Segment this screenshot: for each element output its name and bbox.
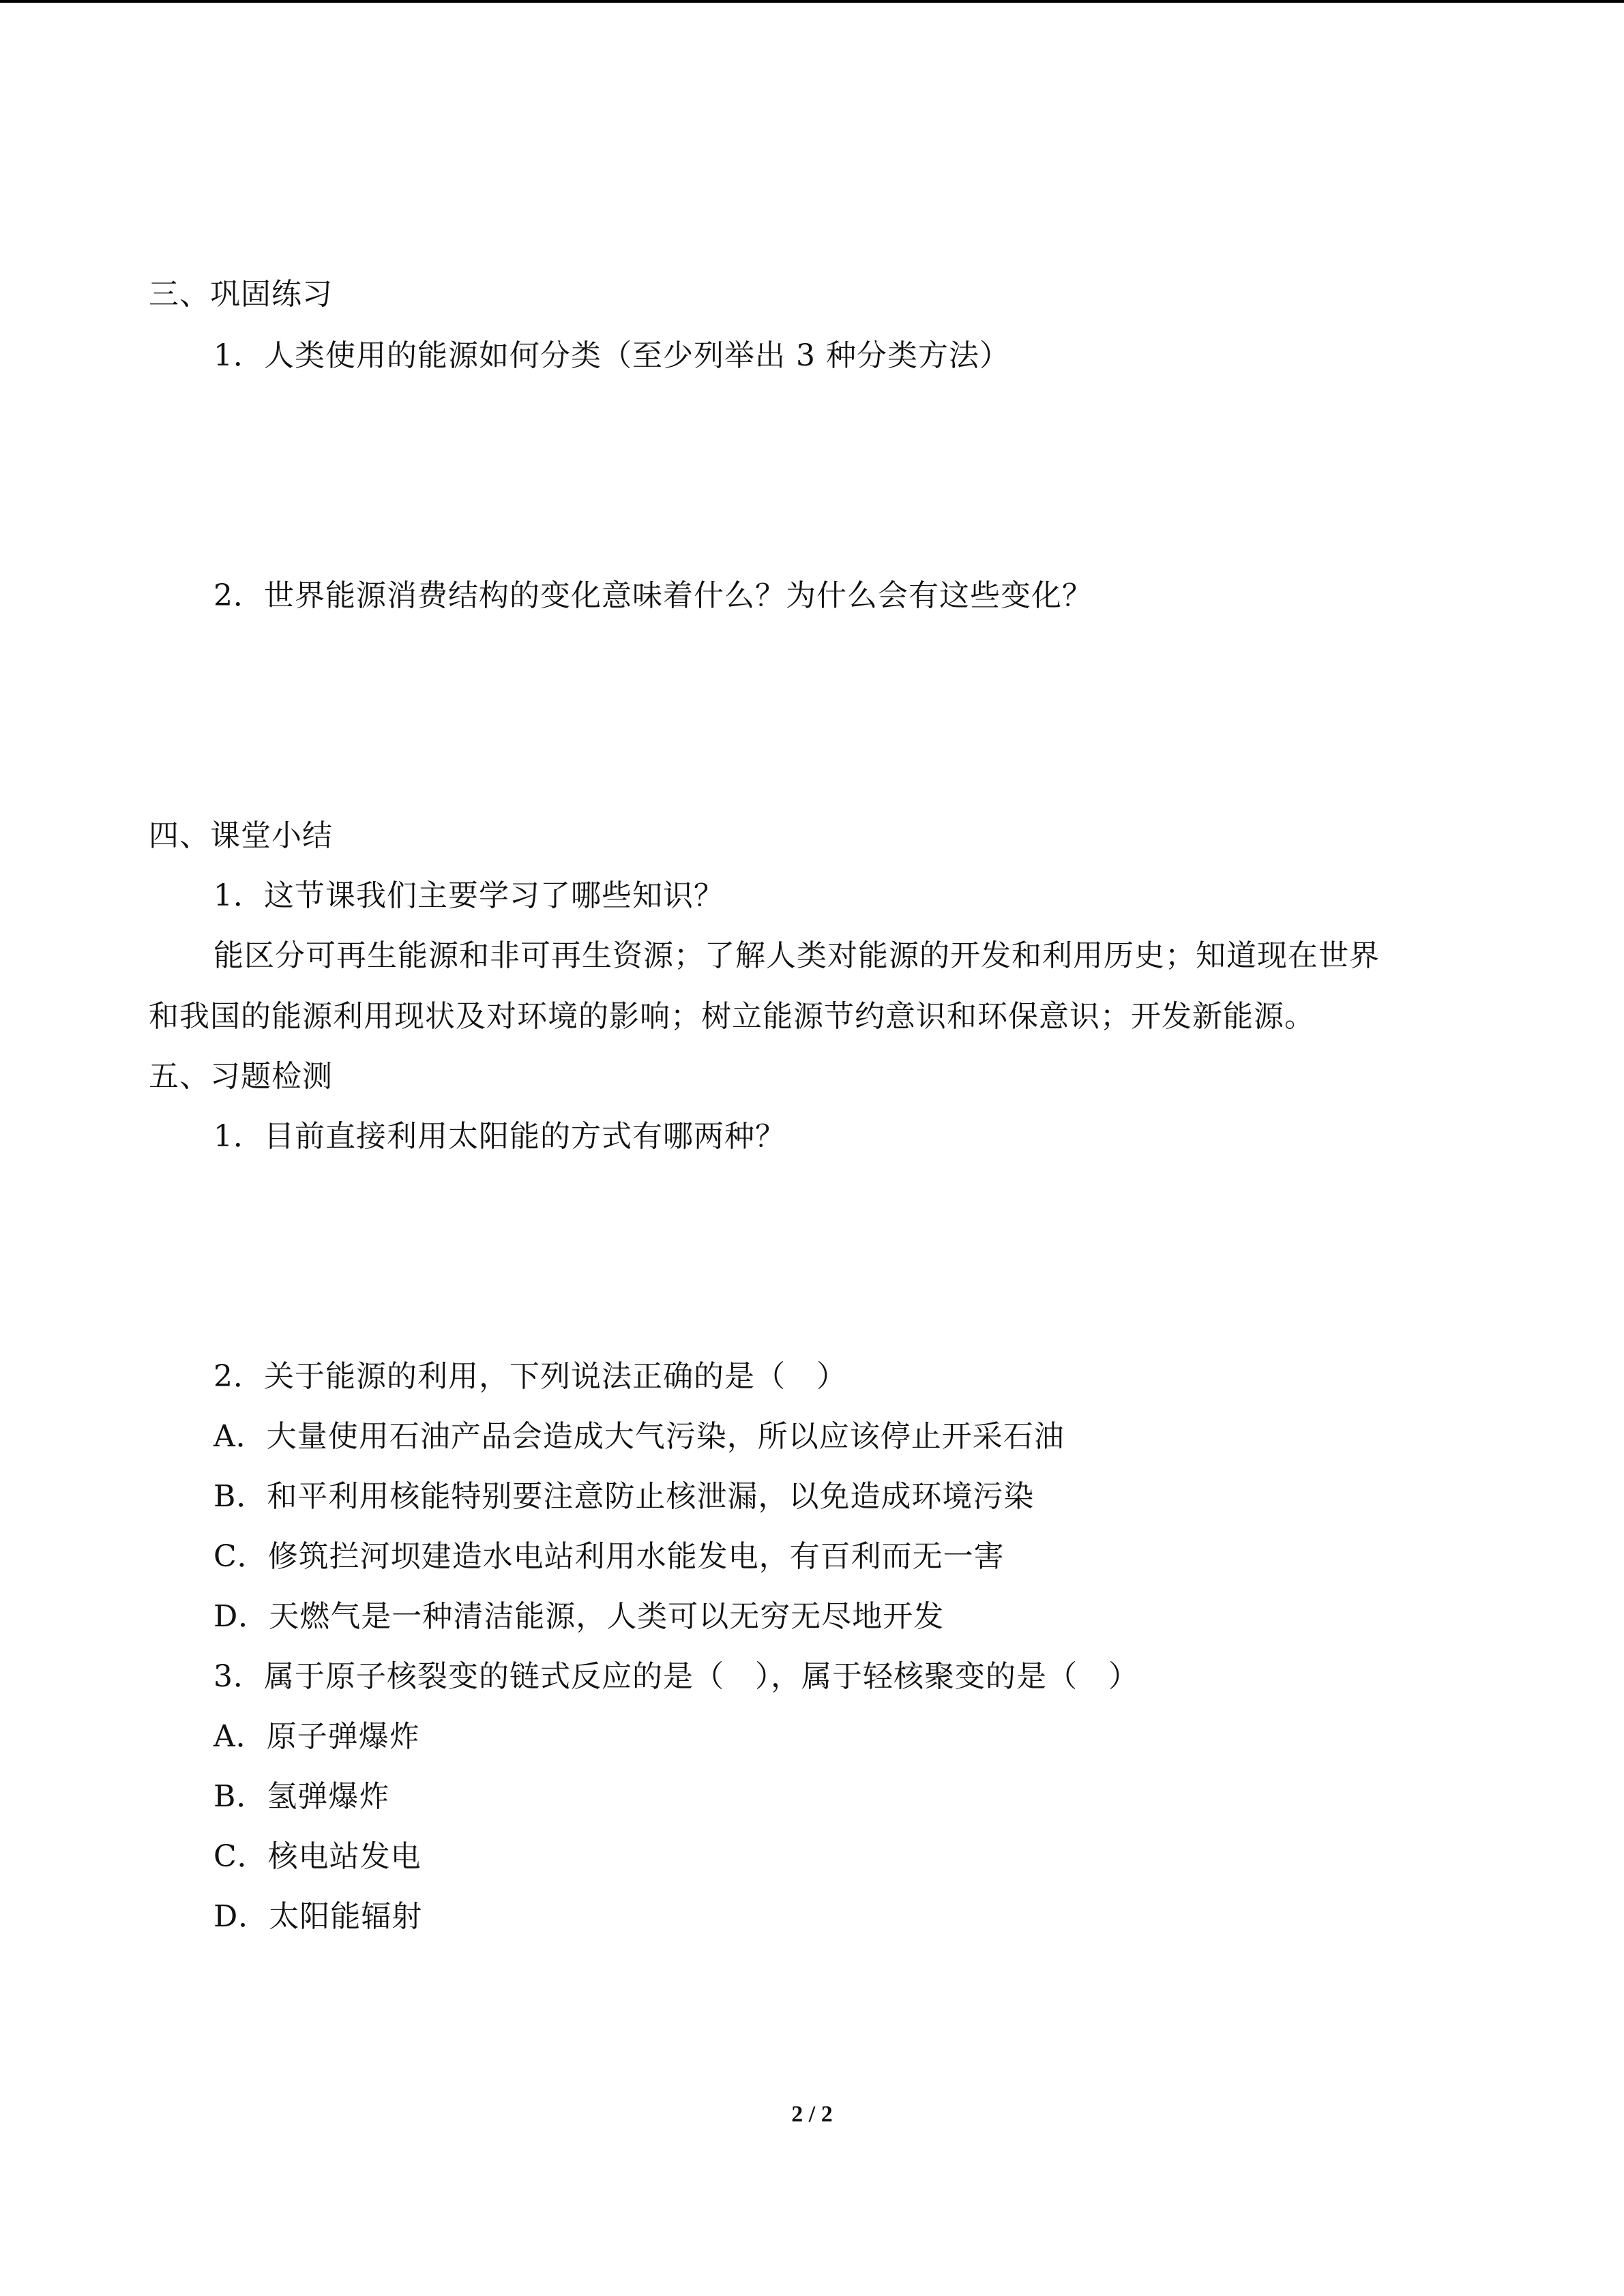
section-heading-exercises: 五、习题检测 bbox=[149, 1059, 333, 1094]
question-energy-structure: 2．世界能源消费结构的变化意味着什么？为什么会有这些变化？ bbox=[213, 578, 1093, 613]
question-what-learned: 1．这节课我们主要学习了哪些知识？ bbox=[213, 878, 724, 913]
summary-answer-line-2: 和我国的能源利用现状及对环境的影响；树立能源节约意识和环保意识；开发新能源。 bbox=[149, 999, 1315, 1034]
option-c: C．核电站发电 bbox=[213, 1839, 422, 1874]
question-solar-methods: 1．目前直接利用太阳能的方式有哪两种？ bbox=[213, 1119, 786, 1154]
page-number: 2 / 2 bbox=[791, 2102, 833, 2127]
section-heading-consolidation: 三、巩固练习 bbox=[149, 277, 333, 312]
option-b: B．氢弹爆炸 bbox=[213, 1779, 390, 1814]
option-d: D．天燃气是一种清洁能源，人类可以无穷无尽地开发 bbox=[213, 1599, 945, 1634]
question-energy-classification: 1．人类使用的能源如何分类（至少列举出 3 种分类方法） bbox=[213, 338, 1010, 373]
option-b: B．和平利用核能特别要注意防止核泄漏，以免造成环境污染 bbox=[213, 1479, 1035, 1514]
option-a: A．原子弹爆炸 bbox=[213, 1719, 420, 1754]
question-fission-fusion-stem: 3．属于原子核裂变的链式反应的是（ ），属于轻核聚变的是（ ） bbox=[213, 1659, 1139, 1694]
section-heading-summary: 四、课堂小结 bbox=[149, 818, 333, 853]
summary-answer-line-1: 能区分可再生能源和非可再生资源；了解人类对能源的开发和利用历史；知道现在世界 bbox=[213, 938, 1380, 973]
option-c: C．修筑拦河坝建造水电站利用水能发电，有百利而无一害 bbox=[213, 1539, 1005, 1574]
option-d: D．太阳能辐射 bbox=[213, 1899, 423, 1934]
question-energy-use-stem: 2．关于能源的利用，下列说法正确的是（ ） bbox=[213, 1359, 847, 1394]
option-a: A．大量使用石油产品会造成大气污染，所以应该停止开采石油 bbox=[213, 1419, 1065, 1454]
